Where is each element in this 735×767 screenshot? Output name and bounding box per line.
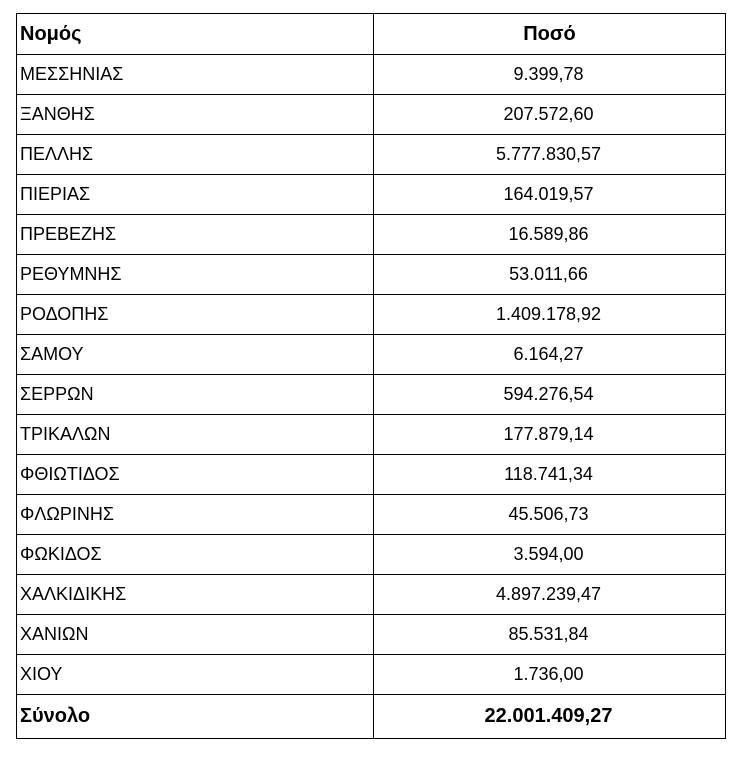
amount-cell: 9.399,78 <box>374 55 726 95</box>
prefecture-cell: ΡΕΘΥΜΝΗΣ <box>17 255 374 295</box>
table-body <box>17 55 726 695</box>
amount-cell: 164.019,57 <box>374 175 726 215</box>
prefecture-cell: ΣΕΡΡΩΝ <box>17 375 374 415</box>
prefecture-cell: ΣΑΜΟΥ <box>17 335 374 375</box>
prefecture-cell: ΡΟΔΟΠΗΣ <box>17 295 374 335</box>
amount-cell: 207.572,60 <box>374 95 726 135</box>
table-row <box>17 55 726 95</box>
amount-cell: 85.531,84 <box>374 615 726 655</box>
prefecture-cell: ΠΕΛΛΗΣ <box>17 135 374 175</box>
table-row <box>17 255 726 295</box>
table-row <box>17 535 726 575</box>
table-row <box>17 375 726 415</box>
table-row <box>17 215 726 255</box>
amount-cell: 118.741,34 <box>374 455 726 495</box>
table-row <box>17 615 726 655</box>
header-prefecture: Νομός <box>17 14 374 55</box>
prefecture-cell: ΠΙΕΡΙΑΣ <box>17 175 374 215</box>
header-row <box>17 14 726 55</box>
table-row <box>17 135 726 175</box>
table-row <box>17 175 726 215</box>
prefecture-cell: ΞΑΝΘΗΣ <box>17 95 374 135</box>
table-row <box>17 335 726 375</box>
prefecture-cell: ΦΘΙΩΤΙΔΟΣ <box>17 455 374 495</box>
amount-cell: 1.736,00 <box>374 655 726 695</box>
prefecture-cell: ΦΩΚΙΔΟΣ <box>17 535 374 575</box>
prefecture-cell: ΜΕΣΣΗΝΙΑΣ <box>17 55 374 95</box>
prefecture-cell: ΤΡΙΚΑΛΩΝ <box>17 415 374 455</box>
amount-cell: 53.011,66 <box>374 255 726 295</box>
table-row <box>17 95 726 135</box>
total-amount: 22.001.409,27 <box>374 695 726 739</box>
table-row <box>17 415 726 455</box>
prefecture-cell: ΧΑΝΙΩΝ <box>17 615 374 655</box>
prefecture-cell: ΦΛΩΡΙΝΗΣ <box>17 495 374 535</box>
amount-cell: 3.594,00 <box>374 535 726 575</box>
table-row <box>17 655 726 695</box>
prefecture-cell: ΧΙΟΥ <box>17 655 374 695</box>
table-row <box>17 455 726 495</box>
table-row <box>17 575 726 615</box>
amount-cell: 594.276,54 <box>374 375 726 415</box>
total-label: Σύνολο <box>17 695 374 739</box>
amount-cell: 4.897.239,47 <box>374 575 726 615</box>
amount-cell: 5.777.830,57 <box>374 135 726 175</box>
amount-cell: 45.506,73 <box>374 495 726 535</box>
amounts-table <box>16 13 726 739</box>
table-row <box>17 295 726 335</box>
amount-cell: 1.409.178,92 <box>374 295 726 335</box>
prefecture-cell: ΧΑΛΚΙΔΙΚΗΣ <box>17 575 374 615</box>
header-amount: Ποσό <box>374 14 726 55</box>
total-row <box>17 695 726 739</box>
prefecture-cell: ΠΡΕΒΕΖΗΣ <box>17 215 374 255</box>
table-row <box>17 495 726 535</box>
amount-cell: 16.589,86 <box>374 215 726 255</box>
amount-cell: 6.164,27 <box>374 335 726 375</box>
amount-cell: 177.879,14 <box>374 415 726 455</box>
